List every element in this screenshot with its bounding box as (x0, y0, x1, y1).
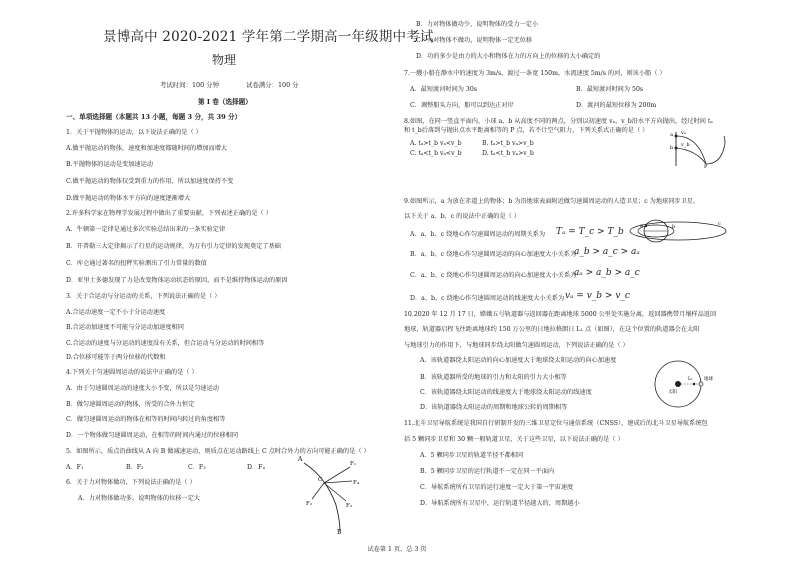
part-heading: 一、单项选择题（本题共 13 小题，每题 3 分，共 39 分） (66, 113, 242, 121)
q9-option-c: C．a、b、c 绕地心作匀速圆周运动的向心加速度大小关系为 (410, 272, 577, 279)
q9-orbit-figure (626, 218, 732, 244)
q11-stem-line1: 11.北斗卫星导航系统是我国自行研制开发的三维卫星定位与通信系统（CNSS），建成后的北斗卫星导航系统包 (404, 420, 708, 427)
q9-object-a (645, 225, 647, 227)
q2-option-b: B．开普勒三大定律揭示了行星的运动规律，为万有引力定律的发现奠定了基础 (66, 243, 281, 250)
fig5-label-b: B (337, 529, 342, 536)
q2-option-a: A．牛顿第一定律是通过多次实验总结出来的一条实验定律 (66, 226, 226, 233)
q11-stem-line2: 括 5 颗同步卫星和 30 颗一般轨道卫星，关于这些卫星，以下说法正确的是（ ） (404, 436, 624, 443)
fig5-label-c: C (318, 477, 323, 483)
f2-arrow (312, 483, 324, 499)
q5-option-c: C．F₃ (188, 464, 206, 471)
q4-option-c: C．做匀速圆周运动的物体在相等的时间内转过的角度相等 (66, 416, 226, 423)
q10-option-c: C．该轨道器绕太阳运动的线速度大于地球绕太阳运动的线速度 (420, 389, 592, 396)
q8-ball-a (675, 135, 678, 138)
q8-path-b (676, 148, 706, 164)
q2-stem: 2.许多科学家在物理学发展过程中做出了重要贡献，下列表述正确的是（ ） (66, 210, 272, 217)
q6-stem: 6．关于力对物体做功，下列说法正确的是（ ） (66, 479, 196, 486)
q9-option-a: A．a、b、c 绕地心作匀速圆周运动的周期关系为 (410, 231, 546, 238)
fig8-label-b: b (670, 145, 674, 151)
subject-title: 物理 (212, 53, 237, 67)
q8-path-a (676, 136, 706, 164)
q8-option-b: B. tₐ>t_b vₐ>v_b (482, 140, 534, 147)
q3-option-c: C.合运动的速度与分运动的速度没有关系，但合运动与分运动的时间相等 (66, 340, 265, 347)
q9-option-d: D．a、b、c 绕地心作匀速圆周运动的线速度大小关系为 (410, 295, 565, 302)
f3-arrow (324, 483, 346, 501)
q3-option-b: B.合运动加速度不可能与分运动加速度相同 (66, 324, 184, 331)
q7-option-b: B．最短渡河时间为 50s (576, 86, 644, 93)
q8-arc (706, 136, 725, 164)
fig10-label-l1: L₁ (688, 377, 693, 382)
q1-option-a: A.做平抛运动的物体，速度和加速度都随时间的增加而增大 (66, 145, 228, 152)
q7-option-a: A．最短渡河时间为 30s (410, 86, 477, 93)
q10-stem-line1: 10.2020 年 12 月 17 日，嫦娥五号轨道器与返回器在距离地球 5000 公里处实施分离，返回器携带月壤样品返回 (404, 311, 717, 318)
q11-option-b: B．5 颗同步卫星的运行轨道不一定在同一平面内 (420, 468, 555, 475)
q5-option-d: D．F₄ (247, 464, 265, 471)
q8-projectile-figure (668, 128, 734, 168)
q5-option-a: A．F₁ (66, 464, 84, 471)
f1-arrow (324, 467, 350, 483)
page-footer: 试卷第 1 页，总 3 页 (367, 546, 427, 553)
q9-option-a-expr: Tₐ = T_c > T_b (556, 227, 624, 237)
exam-time: 考试时间：100 分钟 (160, 81, 219, 89)
q10-stem-line2: 地球，轨道器启程飞往距离地球约 150 万公里的日地拉格朗日 L₁ 点（如图），在这个位置的轨道器会在太阳 (404, 326, 700, 333)
q8-stem-line1: 8.如图，在同一竖直平面内，小球 a、b 从高度不同的两点，分别以初速度 vₐ、v_b沿水平方向抛出，经过时间 tₐ (404, 118, 713, 125)
q4-stem: 4.下列关于匀速圆周运动的说法中正确的是（ ） (66, 369, 198, 376)
q10-stem-line3: 与地球引力的作用下，与地球同步绕太阳做匀速圆周运动，下列说法正确的是（ ） (404, 342, 629, 349)
fig5-label-a: A (298, 456, 303, 463)
q6-option-c: C．力对物体不做功，说明物体一定无位移 (416, 37, 533, 44)
q10-option-a: A．该轨道器绕太阳运动的向心加速度大于地球绕太阳运动的向心加速度 (420, 357, 617, 364)
exam-title: 景博高中 2020-2021 学年第二学期高一年级期中考试 (103, 29, 434, 45)
f4-arrow (324, 481, 352, 483)
q1-option-c: C.做平抛运动的物体仅受到重力的作用，所以加速度保持不变 (66, 178, 234, 185)
fig10-label-sun: 太阳 (668, 390, 677, 395)
q2-option-d: D．亚里士多德发现了力是改变物体运动状态的原因，而不是维持物体运动的原因 (66, 277, 288, 284)
fig5-label-f2: F₂ (306, 501, 313, 507)
q8-option-d: D. tₐ<t_b vₐ>v_b (482, 150, 534, 157)
q6-option-b: B．力对物体做功少，说明物体的受力一定小 (416, 21, 539, 28)
q1-stem: 1．关于平抛物体的运动，以下说法正确的是（ ） (66, 129, 202, 136)
q8-option-c: C. tₐ<t_b vₐ<v_b (410, 150, 462, 157)
q3-option-a: A.合运动速度一定不小于分运动速度 (66, 309, 166, 316)
q11-option-d: D．导航系统所有卫星中，运行轨道半径越大的，周期越小 (420, 500, 580, 507)
q7-option-d: D．渡河的最短位移为 200m (576, 102, 657, 109)
fig9-label-a: a (640, 223, 643, 229)
fig10-label-earth: 地球 (704, 377, 713, 382)
q9-stem-line1: 9.如图所示，a 为放在赤道上的物体；b 为沿地球表面附近做匀速圆周运动的人造卫星；c 为地球同步卫星， (404, 198, 700, 205)
q5-option-b: B．F₂ (126, 464, 144, 471)
fig8-label-p: P (704, 164, 708, 170)
q1-option-d: D.做平抛运动的物体水平方向的速度逐渐增大 (66, 195, 191, 202)
q3-stem: 3．关于合运动与分运动的关系，下列说法正确的是（ ） (66, 293, 221, 300)
fig8-label-a: a (670, 132, 673, 138)
q9-option-b-expr: a_b > a_c > aₐ (574, 247, 640, 257)
q5-trajectory (304, 463, 340, 531)
q3-option-d: D.合位移可能等于两分位移的代数和 (66, 354, 166, 361)
fig5-label-f4: F₄ (353, 480, 360, 486)
q4-option-b: B．做匀速圆周运动的物体，所受的合外力恒定 (66, 401, 195, 408)
q8-option-a: A. tₐ>t_b vₐ<v_b (410, 140, 462, 147)
q4-option-d: D．一个物体做匀速圆周运动，在相等的时间内通过的位移相同 (66, 432, 239, 439)
q10-option-d: D．该轨道器绕太阳运动的周期和地球公转的周期相等 (420, 404, 568, 411)
q9-stem-line2: 以下关于 a、b、c 的说法中正确的是（ ） (404, 213, 521, 220)
q11-option-a: A．5 颗同步卫星的轨道半径不都相同 (420, 452, 524, 459)
q5-stem: 5．如图所示，质点沿曲线从 A 向 B 做减速运动，则质点在运动路线上 C 点时合外力的方向可能正确的是（ ） (66, 448, 370, 455)
fig8-label-va: vₐ (681, 130, 686, 136)
q10-lagrange-figure (650, 358, 716, 410)
fig5-label-f3: F₃ (346, 503, 353, 509)
q9-option-d-expr: vₐ = v_b > v_c (565, 291, 630, 301)
q8-ball-b (675, 147, 678, 150)
exam-score: 试卷满分：100 分 (246, 81, 299, 89)
q2-option-c: C．库仑通过著名的扭秤实验测出了引力常量的数值 (66, 260, 207, 267)
q7-stem: 7.一艘小船在静水中的速度为 3m/s，渡过一条宽 150m，水流速度 5m/s 的河，则该小船（ ） (404, 70, 666, 77)
section-heading: 第 I 卷（选择题） (198, 98, 252, 106)
q1-option-b: B.平抛物体的运动是变加速运动 (66, 161, 153, 168)
q6-option-a: A．力对物体做功多，说明物体的位移一定大 (78, 495, 201, 502)
q5-force-figure (296, 455, 366, 535)
fig5-label-f1: F₁ (350, 461, 357, 467)
fig9-label-c: c (718, 221, 721, 227)
q6-option-d: D．功的多少是由力的大小和物体在力的方向上的位移的大小确定的 (416, 53, 601, 60)
q4-option-a: A．由于匀速圆周运动的速度大小不变，所以是匀速运动 (66, 385, 219, 392)
q8-stem-line2: 和 t_b后落到与抛出点水平距离相等的 P 点，若不计空气阻力，下列关系式正确的是（ ） (404, 127, 649, 134)
fig9-label-b: b (672, 224, 676, 230)
fig8-label-vb: v_b (681, 142, 690, 148)
q10-option-b: B．该轨道器所受的地球的引力和太阳的引力大小相等 (420, 374, 567, 381)
q9-option-c-expr: aₐ > a_b > a_c (574, 268, 640, 278)
q9-option-b: B．a、b、c 绕地心作匀速圆周运动的向心加速度大小关系为 (410, 251, 577, 258)
q7-option-c: C．调整船头方向，船可以到达正对岸 (410, 102, 514, 109)
q11-option-c: C．导航系统所有卫星的运行速度一定大于第一宇宙速度 (420, 484, 574, 491)
